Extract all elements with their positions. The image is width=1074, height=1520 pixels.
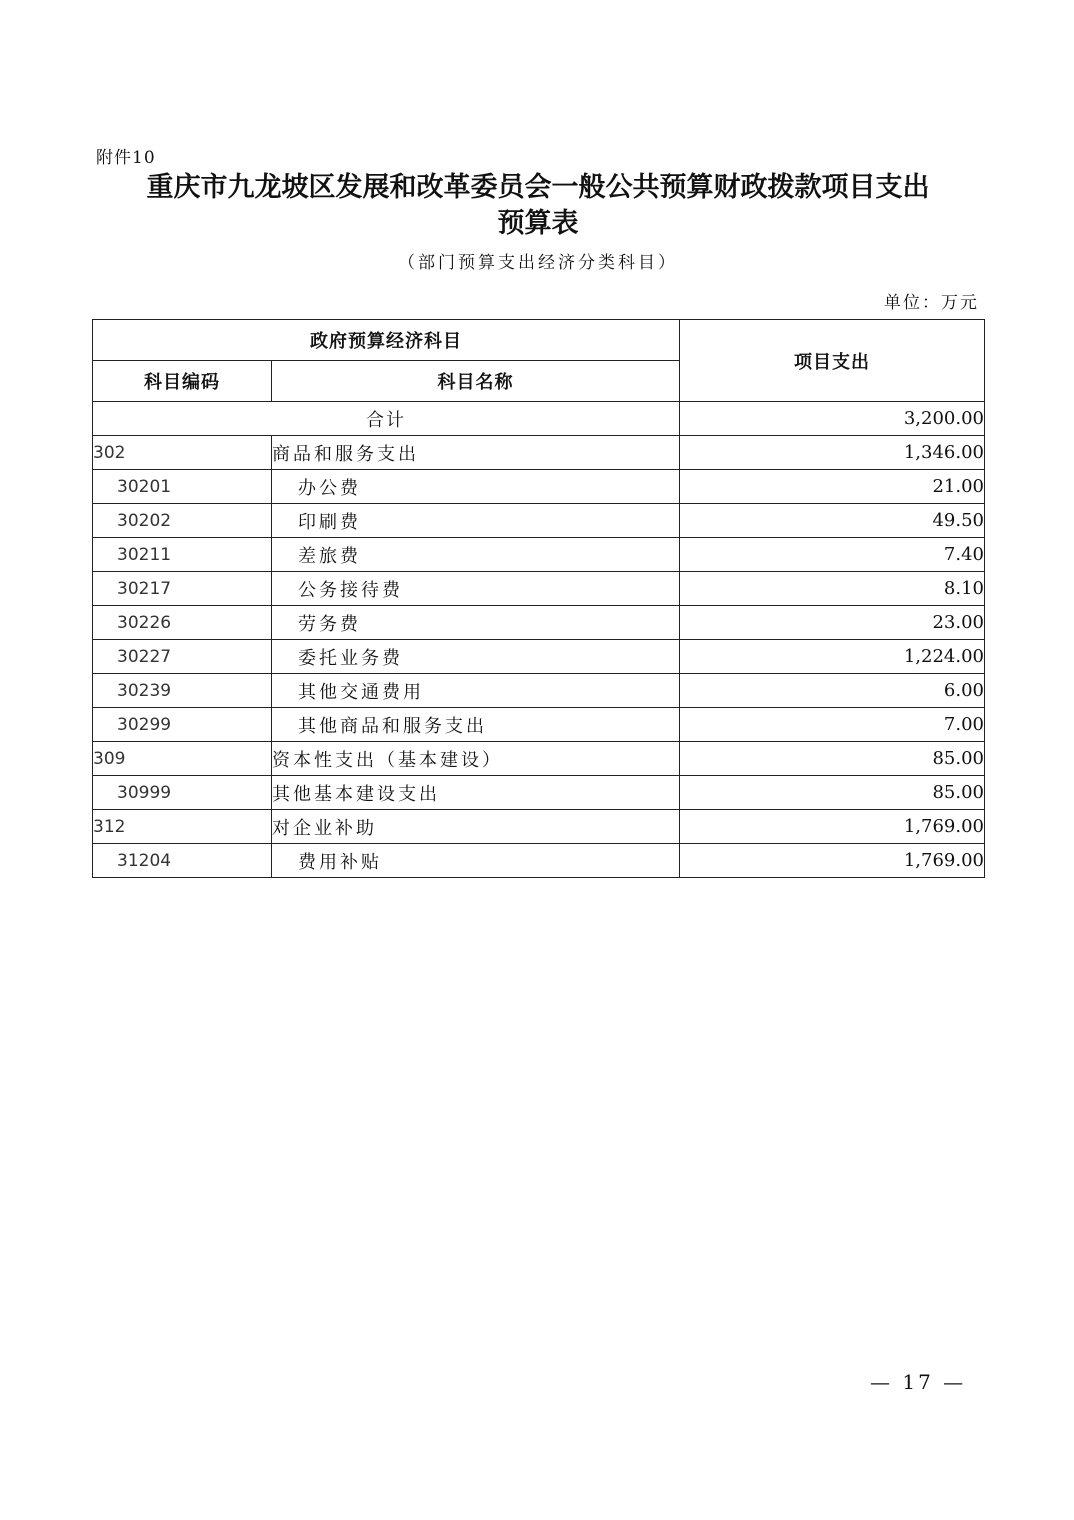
table-row [93, 572, 985, 606]
table-row [93, 844, 985, 878]
total-row [93, 402, 985, 436]
project-expense-amount: 85.00 [680, 776, 985, 810]
table-row [93, 810, 985, 844]
table-row [93, 708, 985, 742]
project-expense-amount: 7.40 [680, 538, 985, 572]
total-amount: 3,200.00 [680, 402, 985, 436]
title-line-1: 重庆市九龙坡区发展和改革委员会一般公共预算财政拨款项目支出 [146, 172, 930, 203]
subject-code: 30299 [93, 708, 272, 742]
table-row [93, 504, 985, 538]
title-line-2: 预算表 [497, 208, 579, 239]
subject-name: 对企业补助 [272, 810, 680, 844]
subject-code: 309 [93, 742, 272, 776]
total-label: 合计 [93, 402, 680, 436]
project-expense-amount: 1,346.00 [680, 436, 985, 470]
subject-name: 其他商品和服务支出 [272, 708, 680, 742]
page-number: — 17 — [870, 1370, 967, 1394]
table-row [93, 776, 985, 810]
subject-code: 30227 [93, 640, 272, 674]
subject-code: 302 [93, 436, 272, 470]
document-title [92, 170, 984, 242]
subject-name: 公务接待费 [272, 572, 680, 606]
subject-name: 差旅费 [272, 538, 680, 572]
header-project-expense: 项目支出 [680, 320, 985, 402]
budget-table [92, 319, 985, 878]
table-row [93, 640, 985, 674]
project-expense-amount: 49.50 [680, 504, 985, 538]
table-row [93, 436, 985, 470]
subject-name: 其他交通费用 [272, 674, 680, 708]
table-row [93, 606, 985, 640]
subject-code: 30201 [93, 470, 272, 504]
subject-code: 30239 [93, 674, 272, 708]
project-expense-amount: 21.00 [680, 470, 985, 504]
project-expense-amount: 8.10 [680, 572, 985, 606]
subject-name: 商品和服务支出 [272, 436, 680, 470]
table-row [93, 538, 985, 572]
project-expense-amount: 1,769.00 [680, 810, 985, 844]
unit-label: 单位：万元 [884, 293, 979, 313]
header-economic-subject: 政府预算经济科目 [93, 320, 680, 361]
table-row [93, 674, 985, 708]
subject-name: 其他基本建设支出 [272, 776, 680, 810]
subject-name: 办公费 [272, 470, 680, 504]
subject-name: 印刷费 [272, 504, 680, 538]
attachment-label: 附件10 [96, 148, 156, 168]
document-subtitle: （部门预算支出经济分类科目） [398, 253, 678, 273]
subject-code: 31204 [93, 844, 272, 878]
project-expense-amount: 85.00 [680, 742, 985, 776]
project-expense-amount: 7.00 [680, 708, 985, 742]
header-subject-code: 科目编码 [93, 361, 272, 402]
subject-code: 30217 [93, 572, 272, 606]
subject-code: 30202 [93, 504, 272, 538]
project-expense-amount: 23.00 [680, 606, 985, 640]
subject-name: 资本性支出（基本建设） [272, 742, 680, 776]
subject-code: 30211 [93, 538, 272, 572]
subject-code: 30226 [93, 606, 272, 640]
table-row [93, 742, 985, 776]
project-expense-amount: 1,769.00 [680, 844, 985, 878]
table-row [93, 470, 985, 504]
subject-name: 劳务费 [272, 606, 680, 640]
project-expense-amount: 6.00 [680, 674, 985, 708]
subject-name: 委托业务费 [272, 640, 680, 674]
subject-name: 费用补贴 [272, 844, 680, 878]
subject-code: 30999 [93, 776, 272, 810]
subject-code: 312 [93, 810, 272, 844]
project-expense-amount: 1,224.00 [680, 640, 985, 674]
header-subject-name: 科目名称 [272, 361, 680, 402]
